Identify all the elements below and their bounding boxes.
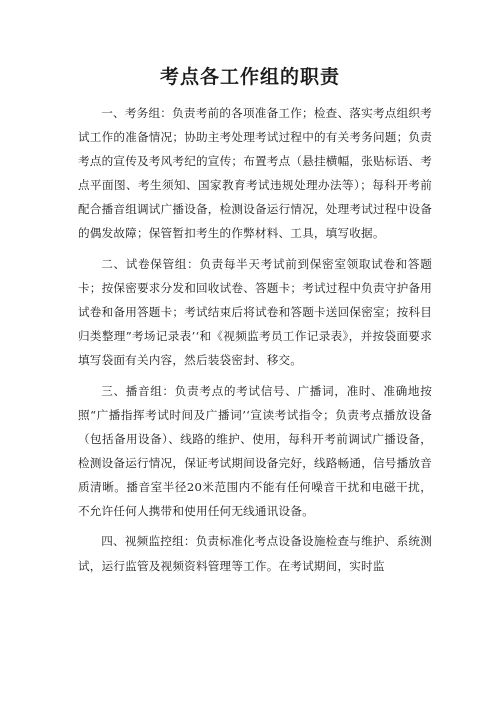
document-body bbox=[78, 101, 432, 584]
paragraph-paper-custody-group: 二、试卷保管组：负责每半天考试前到保密室领取试卷和答题卡；按保密要求分发和回收试卷、答题卡；考试过程中负责守护备用试卷和备用答题卡；考试结束后将试卷和答题卡送回保密室；按科目归类整理”考场记录表’‘和《视频监考员工作记录表》，并按袋面要求填写袋面有关内容，然后装袋密封、移交。 bbox=[78, 256, 432, 368]
document-title: 考点各工作组的职责 bbox=[159, 66, 340, 88]
paragraph-exam-affairs-group: 一、考务组：负责考前的各项准备工作；检查、落实考点组织考试工作的准备情况；协助主考处理考试过程中的有关考务问题；负责考点的宣传及考风考纪的宣传；布置考点（悬挂横幅，张贴标语、考点平面图、考生须知、国家教育考试违规处理办法等）；每科开考前配合播音组调试广播设备，检测设备运行情况，处理考试过程中设备的偶发故障；保管暂扣考生的作弊材料、工具，填写收据。 bbox=[78, 106, 432, 241]
paragraph-video-monitoring-group: 四、视频监控组：负责标准化考点设备设施检查与维护、系统测试，运行监管及视频资料管理等工作。在考试期间，实时监 bbox=[78, 534, 432, 573]
paragraph-broadcast-group: 三、播音组：负责考点的考试信号、广播词，准时、准确地按照“广播指挥考试时间及广播词’‘宣读考试指令；负责考点播放设备（包括备用设备）、线路的维护、使用，每科开考前调试广播设备，检测设备运行情况，保证考试期间设备完好，线路畅通，信号播放音质清晰。播音室半径20米范围内不能有任何噪音干扰和电磁干扰，不允许任何人携带和使用任何无线通讯设备。 bbox=[78, 383, 432, 519]
